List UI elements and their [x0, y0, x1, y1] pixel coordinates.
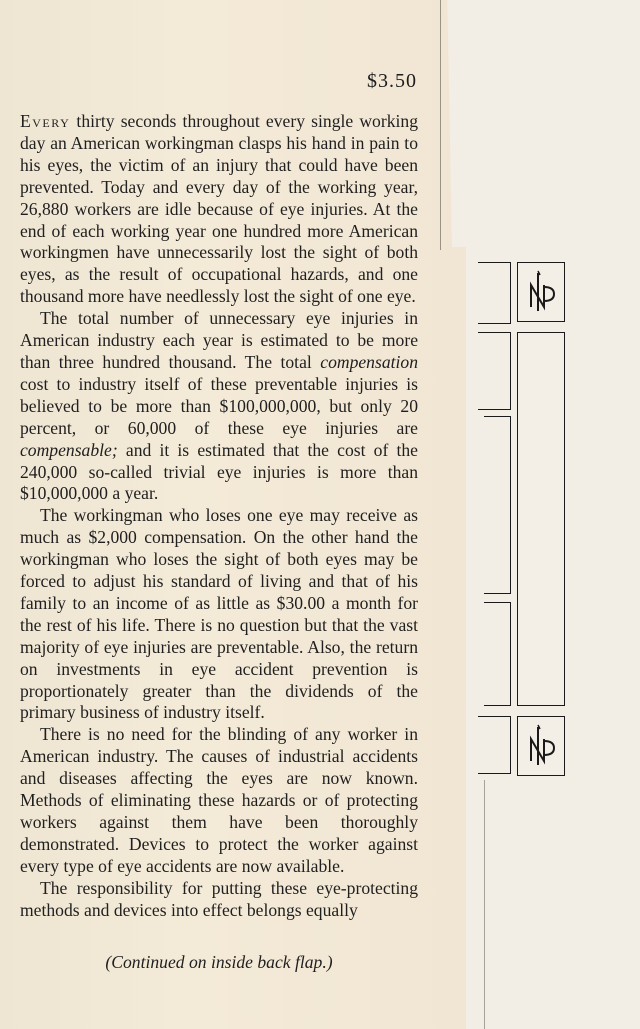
- price-label: $3.50: [367, 70, 417, 92]
- spine-partial-box-4: [484, 602, 511, 706]
- publisher-logo-top: [517, 262, 565, 322]
- lead-word: Every: [20, 111, 71, 131]
- spine-partial-box-2: [478, 332, 511, 410]
- paragraph-1: [20, 111, 418, 308]
- flap-body-text: [20, 111, 418, 922]
- paragraph-2-part-1: The total number of unnecessary eye injuries in American industry each year is estimated to be more than three hundred thousand. The total: [20, 308, 418, 372]
- paragraph-2-part-3: and it is estimated that the cost of the 240,000 so-called trivial eye injuries is more than $10,000,000 a year.: [20, 439, 418, 504]
- publisher-logo-bottom: [517, 716, 565, 776]
- paragraph-3: The workingman who loses one eye may receive as much as $2,000 compensation. On the other hand the workingman who loses the sight of both eyes may be forced to adjust his standard of living and that of his family to an income of as little as $30.00 a month for the rest of his life. There is no question but that the vast majority of eye injuries are preventable. Also, the return on investments in eye accident prevention is proportionately greater than the dividends of the primary business of industry itself.: [20, 505, 418, 723]
- paragraph-1-text: thirty seconds throughout every single working day an American workingman clasps his hand in pain to his eyes, the victim of an injury that could have been prevented. Today and every day of the working year, 26,880 workers are idle because of eye injuries. At the end of each working year one hundred more American workingmen have unnecessarily lost the sight of both eyes, as the result of occupational hazards, and one thousand more have needlessly lost the sight of one eye.: [20, 111, 418, 307]
- paragraph-2-part-2: cost to industry itself of these preventable injuries is believed to be more than $100,000,000, but only 20 percent, or 60,000 of these eye injuries are: [20, 373, 418, 438]
- back-edge-line: [484, 780, 485, 1029]
- paragraph-2: [20, 308, 418, 505]
- continued-note: (Continued on inside back flap.): [105, 952, 333, 972]
- np-monogram-icon: [518, 717, 564, 775]
- italic-compensation: compensation: [320, 351, 418, 372]
- spine-partial-box-5: [478, 716, 511, 774]
- flap-edge-line: [440, 0, 441, 250]
- italic-compensable: compensable;: [20, 439, 118, 460]
- paragraph-4: There is no need for the blinding of any worker in American industry. The causes of industrial accidents and diseases affecting the eyes are now known. Methods of eliminating these hazards or of protecting workers against them have been thoroughly demonstrated. Devices to protect the worker against every type of eye accidents are now available.: [20, 724, 418, 876]
- spine-partial-box-1: [478, 262, 511, 324]
- spine-long-panel: [517, 332, 565, 706]
- spine-partial-box-3: [484, 416, 511, 594]
- np-monogram-icon: [518, 263, 564, 321]
- paragraph-5: The responsibility for putting these eye-protecting methods and devices into effect belongs equally: [20, 877, 418, 920]
